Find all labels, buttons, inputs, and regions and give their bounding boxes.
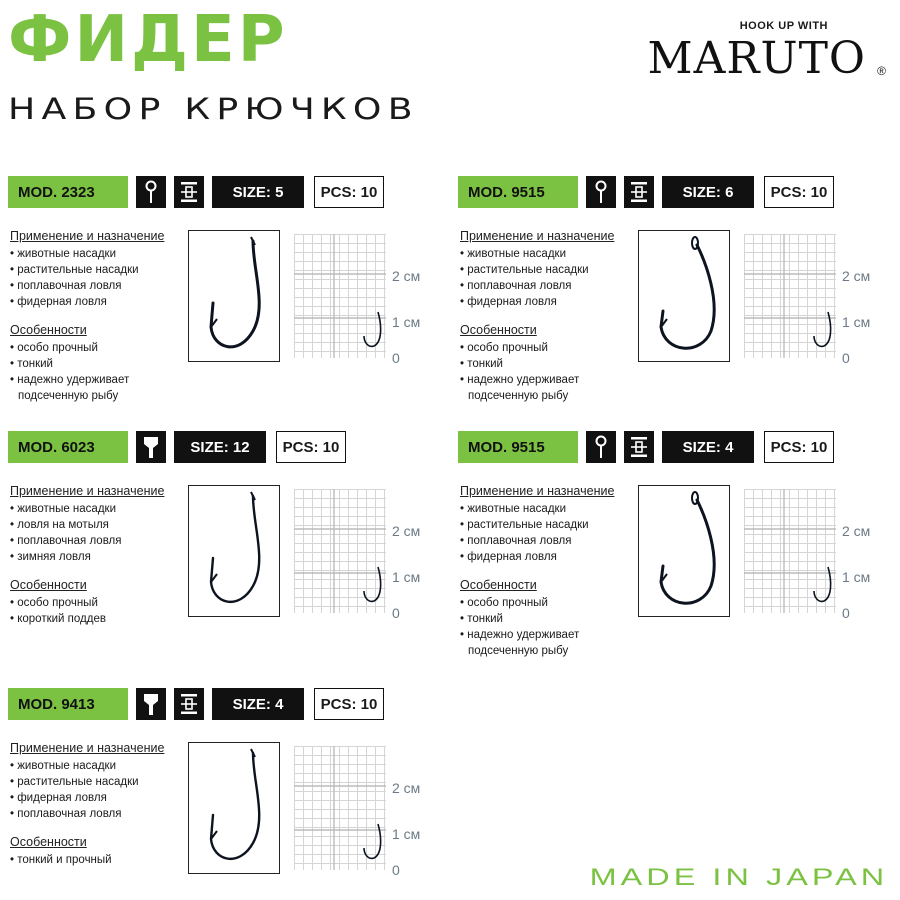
product-description <box>460 228 640 404</box>
hook-image <box>188 230 280 362</box>
brand-name: MARUTO <box>647 33 866 84</box>
usage-heading: Применение и назначение <box>10 741 165 755</box>
usage-item: • растительные насадки <box>10 776 139 788</box>
pieces-label: PCS: 10 <box>276 431 346 463</box>
size-label: SIZE: 6 <box>662 176 754 208</box>
hook-image <box>188 485 280 617</box>
hook-image <box>188 742 280 874</box>
feature-item: • особо прочный <box>10 342 98 354</box>
flat-shank-icon <box>174 176 204 208</box>
feature-item: • надежно удерживает <box>460 374 580 386</box>
product-card <box>458 176 898 426</box>
pieces-label: PCS: 10 <box>314 688 384 720</box>
brand-tagline: HOOK UP WITH <box>739 20 828 32</box>
eye-icon <box>586 431 616 463</box>
product-card <box>8 688 448 900</box>
flat-shank-icon <box>174 688 204 720</box>
features-heading: Особенности <box>10 835 87 849</box>
scale-label-zero: 0 <box>842 350 850 366</box>
hook-image <box>638 230 730 362</box>
feature-item: • надежно удерживает <box>460 629 580 641</box>
feature-item: • особо прочный <box>10 597 98 609</box>
scale-label-one: 1 см <box>392 314 421 330</box>
brand-logo <box>626 20 886 90</box>
page-title: ФИДЕР <box>8 3 288 77</box>
product-header <box>8 688 384 720</box>
product-card <box>458 431 898 681</box>
model-label: MOD. 9515 <box>458 431 578 463</box>
usage-item: • поплавочная ловля <box>460 535 572 547</box>
product-card <box>8 176 448 426</box>
size-label: SIZE: 12 <box>174 431 266 463</box>
product-header <box>458 176 834 208</box>
usage-item: • растительные насадки <box>460 519 589 531</box>
spade-icon <box>136 688 166 720</box>
spade-icon <box>136 431 166 463</box>
registered-mark: ® <box>877 64 886 78</box>
usage-heading: Применение и назначение <box>10 484 165 498</box>
usage-item: • поплавочная ловля <box>10 535 122 547</box>
usage-item: • фидерная ловля <box>460 551 557 563</box>
usage-item: • животные насадки <box>460 248 566 260</box>
scale-label-zero: 0 <box>392 862 400 878</box>
scale-label-two: 2 см <box>842 268 871 284</box>
usage-item: • животные насадки <box>460 503 566 515</box>
feature-item: • тонкий <box>10 358 53 370</box>
made-in-label: MADE IN JAPAN <box>589 864 888 891</box>
usage-item: • поплавочная ловля <box>460 280 572 292</box>
usage-item: • растительные насадки <box>460 264 589 276</box>
model-label: MOD. 6023 <box>8 431 128 463</box>
usage-item: • животные насадки <box>10 248 116 260</box>
product-card <box>8 431 448 681</box>
usage-item: • зимняя ловля <box>10 551 91 563</box>
usage-item: • фидерная ловля <box>460 296 557 308</box>
scale-label-two: 2 см <box>392 268 421 284</box>
scale-label-zero: 0 <box>392 605 400 621</box>
feature-item: • короткий поддев <box>10 613 106 625</box>
scale-label-one: 1 см <box>842 314 871 330</box>
size-label: SIZE: 4 <box>212 688 304 720</box>
feature-item: • тонкий <box>460 613 503 625</box>
product-header <box>8 176 384 208</box>
usage-item: • животные насадки <box>10 760 116 772</box>
scale-label-two: 2 см <box>392 780 421 796</box>
usage-heading: Применение и назначение <box>460 229 615 243</box>
flat-shank-icon <box>624 431 654 463</box>
product-description <box>460 483 640 659</box>
product-description <box>10 483 190 627</box>
feature-item: • тонкий и прочный <box>10 854 112 866</box>
features-heading: Особенности <box>10 578 87 592</box>
product-description <box>10 228 190 404</box>
model-label: MOD. 9413 <box>8 688 128 720</box>
feature-item: подсеченную рыбу <box>468 645 569 657</box>
scale-label-two: 2 см <box>392 523 421 539</box>
features-heading: Особенности <box>460 578 537 592</box>
feature-item: • особо прочный <box>460 597 548 609</box>
pieces-label: PCS: 10 <box>314 176 384 208</box>
usage-item: • фидерная ловля <box>10 792 107 804</box>
size-label: SIZE: 5 <box>212 176 304 208</box>
feature-item: подсеченную рыбу <box>468 390 569 402</box>
feature-item: • надежно удерживает <box>10 374 130 386</box>
size-grid <box>294 234 386 358</box>
usage-item: • растительные насадки <box>10 264 139 276</box>
size-grid <box>294 489 386 613</box>
pieces-label: PCS: 10 <box>764 431 834 463</box>
pieces-label: PCS: 10 <box>764 176 834 208</box>
scale-label-one: 1 см <box>392 569 421 585</box>
features-heading: Особенности <box>10 323 87 337</box>
size-grid <box>744 489 836 613</box>
usage-item: • поплавочная ловля <box>10 808 122 820</box>
feature-item: подсеченную рыбу <box>18 390 119 402</box>
usage-heading: Применение и назначение <box>10 229 165 243</box>
product-header <box>8 431 346 463</box>
scale-label-one: 1 см <box>392 826 421 842</box>
scale-label-one: 1 см <box>842 569 871 585</box>
size-grid <box>744 234 836 358</box>
usage-heading: Применение и назначение <box>460 484 615 498</box>
usage-item: • поплавочная ловля <box>10 280 122 292</box>
feature-item: • особо прочный <box>460 342 548 354</box>
scale-label-two: 2 см <box>842 523 871 539</box>
page-subtitle: НАБОР КРЮЧКОВ <box>8 92 419 126</box>
product-description <box>10 740 190 868</box>
feature-item: • тонкий <box>460 358 503 370</box>
scale-label-zero: 0 <box>392 350 400 366</box>
usage-item: • фидерная ловля <box>10 296 107 308</box>
model-label: MOD. 2323 <box>8 176 128 208</box>
eye-icon <box>136 176 166 208</box>
features-heading: Особенности <box>460 323 537 337</box>
size-grid <box>294 746 386 870</box>
size-label: SIZE: 4 <box>662 431 754 463</box>
hook-image <box>638 485 730 617</box>
model-label: MOD. 9515 <box>458 176 578 208</box>
flat-shank-icon <box>624 176 654 208</box>
scale-label-zero: 0 <box>842 605 850 621</box>
eye-icon <box>586 176 616 208</box>
usage-item: • ловля на мотыля <box>10 519 109 531</box>
product-header <box>458 431 834 463</box>
usage-item: • животные насадки <box>10 503 116 515</box>
